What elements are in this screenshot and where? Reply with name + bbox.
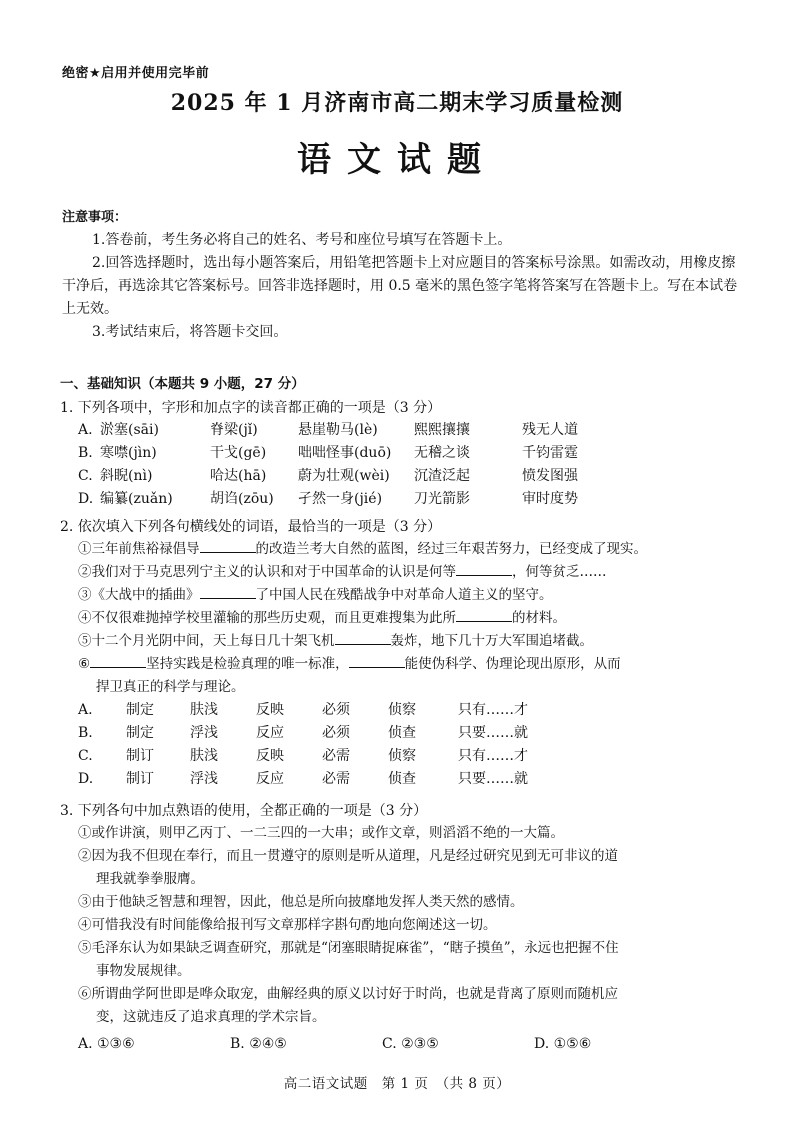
instruction-item: 1.答卷前，考生务必将自己的姓名、考号和座位号填写在答题卡上。 [92, 232, 512, 248]
instructions-heading: 注意事项： [62, 210, 128, 225]
choice-letter: C. [78, 468, 93, 484]
sentence-text: ，何等贫乏…… [512, 564, 607, 580]
sentence-3: ③由于他缺乏智慧和理智，因此，他总是所向披靡地发挥人类天然的感情。 [78, 894, 524, 910]
choice-cell: 残无人道 [522, 422, 578, 438]
sentence-text: ③《大战中的插曲》 [78, 587, 200, 603]
answer-option-d: D. ①⑤⑥ [534, 1036, 592, 1052]
choice-cell: 咄咄怪事(duō) [298, 445, 392, 461]
fill-blank [200, 538, 256, 553]
option-cell: 侦查 [388, 725, 416, 741]
option-letter: D. [78, 771, 94, 787]
answer-options [60, 1031, 756, 1057]
instruction-item: 2.回答选择题时，选出每小题答案后，用铅笔把答题卡上对应题目的答案标号涂黑。如需改动，用橡皮擦干净后，再选涂其它答案标号。回答非选择题时，用 0.5 毫米的黑色签字笔将答案写在答题卡上。写在本试卷上无效。 [62, 255, 738, 317]
option-cell: 侦察 [388, 702, 416, 718]
sentence-text: 的改造兰考大自然的蓝图，经过三年艰苦努力，已经变成了现实。 [255, 541, 647, 557]
sentence-2 [60, 561, 738, 584]
sentence-text: ⑥ [78, 656, 91, 672]
sentence-6-continued: 变，这就违反了追求真理的学术宗旨。 [96, 1009, 326, 1025]
sentence-4: ④可惜我没有时间能像给报刊写文章那样字斟句酌地向您阐述这一切。 [78, 917, 497, 933]
option-cell: 必需 [322, 748, 350, 764]
choice-cell: 刀光箭影 [414, 491, 470, 507]
exam-title: 2025 年 1 月济南市高二期末学习质量检测 [170, 90, 624, 116]
sentence-6-continued [60, 676, 738, 699]
choice-letter: B. [78, 445, 93, 461]
option-row-a [60, 699, 738, 722]
question-2 [60, 516, 738, 791]
section-heading: 一、基础知识（本题共 9 小题，27 分） [60, 376, 305, 392]
choice-row-d [60, 488, 612, 511]
choice-row-c [60, 465, 612, 488]
sentence-text: 能使伪科学、伪理论现出原形，从而 [404, 656, 621, 672]
sentence-2-continued: 理我就拳拳服膺。 [96, 871, 204, 887]
sentence-text: 的材料。 [512, 610, 566, 626]
fill-blank [349, 653, 405, 668]
option-row-d [60, 768, 738, 791]
option-cell: 反映 [256, 748, 284, 764]
choice-row-a [60, 419, 612, 442]
option-cell: 反映 [256, 702, 284, 718]
option-cell: 制订 [126, 748, 154, 764]
answer-option-b: B. ②④⑤ [230, 1036, 287, 1052]
question-stem: 3. 下列各句中加点熟语的使用，全都正确的一项是（3 分） [60, 803, 428, 819]
choice-letter: A. [78, 422, 93, 438]
option-row-c [60, 745, 738, 768]
subject-title: 语文试题 [297, 140, 497, 180]
fill-blank [200, 584, 256, 599]
option-cell: 必需 [322, 771, 350, 787]
option-letter: C. [78, 748, 93, 764]
question-3 [60, 800, 756, 1057]
sentence-text: 轰炸，地下几十万大军围追堵截。 [390, 633, 593, 649]
option-cell: 必须 [322, 702, 350, 718]
choice-cell: 沉渣泛起 [414, 468, 470, 484]
sentence-6 [60, 653, 738, 676]
option-cell: 必须 [322, 725, 350, 741]
sentence-text: ⑤十二个月光阴中间，天上每日几十架飞机 [78, 633, 335, 649]
page-footer: 高二语文试题 第 1 页 （共 8 页） [283, 1076, 511, 1092]
choice-cell: 审时度势 [522, 491, 578, 507]
instruction-item: 3.考试结束后，将答题卡交回。 [92, 324, 288, 340]
choice-cell: 千钧雷霆 [522, 445, 578, 461]
option-cell: 只有……才 [458, 702, 528, 718]
option-row-b [60, 722, 738, 745]
choice-cell: 干戈(gē) [210, 445, 267, 461]
sentence-2: ②因为我不但现在奉行，而且一贯遵守的原则是听从道理，凡是经过研究见到无可非议的道 [78, 848, 618, 864]
sentence-6: ⑥所谓曲学阿世即是哗众取宠，曲解经典的原义以讨好于时尚，也就是背离了原则而随机应 [78, 986, 618, 1002]
choice-cell: 熙熙攘攘 [414, 422, 470, 438]
option-cell: 制订 [126, 771, 154, 787]
option-cell: 反应 [256, 725, 284, 741]
sentence-4 [60, 607, 738, 630]
sentence-text: ②我们对于马克思列宁主义的认识和对于中国革命的认识是何等 [78, 564, 456, 580]
choice-cell: 斜睨(nì) [100, 468, 153, 484]
option-cell: 只有……才 [458, 748, 528, 764]
fill-blank [456, 561, 512, 576]
sentence-1 [60, 538, 738, 561]
sentence-text: 坚持实践是检验真理的唯一标准， [146, 656, 349, 672]
sentence-5 [60, 630, 738, 653]
choice-cell: 无稽之谈 [414, 445, 470, 461]
option-cell: 浮浅 [190, 725, 218, 741]
question-stem: 2. 依次填入下列各句横线处的词语，最恰当的一项是（3 分） [60, 519, 442, 535]
sentence-1: ①或作讲演，则甲乙丙丁、一二三四的一大串；或作文章，则滔滔不绝的一大篇。 [78, 825, 564, 841]
fill-blank [90, 653, 146, 668]
choice-cell: 寒噤(jìn) [100, 445, 157, 461]
option-cell: 浮浅 [190, 771, 218, 787]
option-cell: 侦察 [388, 748, 416, 764]
choice-cell: 孑然一身(jié) [298, 491, 383, 507]
confidential-label: 绝密★启用并使用完毕前 [62, 66, 210, 81]
option-cell: 肤浅 [190, 748, 218, 764]
choice-cell: 编纂(zuǎn) [100, 491, 173, 507]
choice-cell: 蔚为壮观(wèi) [298, 468, 390, 484]
option-cell: 只要……就 [458, 771, 528, 787]
choice-cell: 胡诌(zōu) [210, 491, 274, 507]
choice-cell: 哈达(hā) [210, 468, 267, 484]
sentence-text: 了中国人民在残酷战争中对革命人道主义的坚守。 [255, 587, 553, 603]
option-letter: A. [78, 702, 93, 718]
answer-option-a: A. ①③⑥ [78, 1036, 135, 1052]
choice-cell: 悬崖勒马(lè) [298, 422, 378, 438]
choice-row-b [60, 442, 612, 465]
choice-cell: 愤发图强 [522, 468, 578, 484]
sentence-text: 捍卫真正的科学与理论。 [96, 679, 245, 695]
choice-cell: 脊梁(jǐ) [210, 422, 258, 438]
sentence-text: ④不仅很难抛掉学校里灌输的那些历史观，而且更难搜集为此所 [78, 610, 456, 626]
sentence-5-continued: 事物发展规律。 [96, 963, 191, 979]
option-cell: 制定 [126, 702, 154, 718]
option-cell: 反应 [256, 771, 284, 787]
option-letter: B. [78, 725, 93, 741]
instructions [62, 206, 742, 344]
choice-cell: 淤塞(sāi) [100, 422, 159, 438]
answer-option-c: C. ②③⑤ [382, 1036, 439, 1052]
fill-blank [456, 607, 512, 622]
sentence-text: ①三年前焦裕禄倡导 [78, 541, 200, 557]
option-cell: 侦查 [388, 771, 416, 787]
sentence-5: ⑤毛泽东认为如果缺乏调查研究，那就是“闭塞眼睛捉麻雀”，“瞎子摸鱼”，永远也把握不住 [78, 940, 619, 956]
option-cell: 只要……就 [458, 725, 528, 741]
question-stem: 1. 下列各项中，字形和加点字的读音都正确的一项是（3 分） [60, 400, 442, 416]
option-cell: 肤浅 [190, 702, 218, 718]
choice-letter: D. [78, 491, 94, 507]
option-cell: 制定 [126, 725, 154, 741]
sentence-3 [60, 584, 738, 607]
fill-blank [335, 630, 391, 645]
question-1 [60, 397, 612, 511]
